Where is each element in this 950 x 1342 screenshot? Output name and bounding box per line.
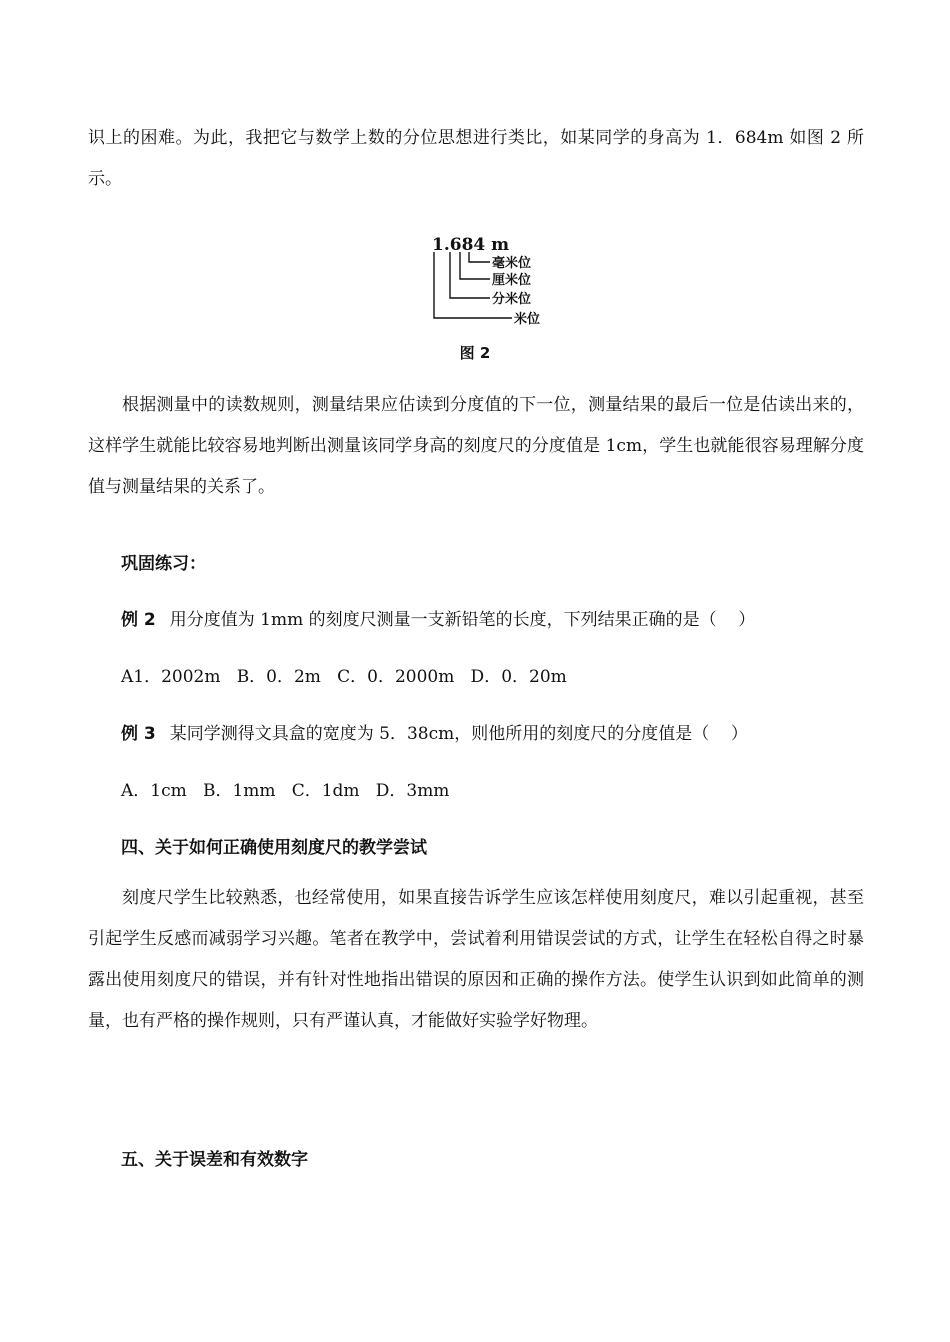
example-2-text: 用分度值为 1mm 的刻度尺测量一支新铅笔的长度，下列结果正确的是（ ） [169,610,756,630]
paragraph-reading-rule: 根据测量中的读数规则，测量结果应估读到分度值的下一位，测量结果的最后一位是估读出来的，这样学生就能比较容易地判断出测量该同学身高的刻度尺的分度值是 1cm，学生也就能很容易理解分度值与测量结果的关系了。 [88,395,864,497]
example-3-question [121,722,748,746]
paragraph-intro: 识上的困难。为此，我把它与数学上数的分位思想进行类比，如某同学的身高为 1．684m 如图 2 所示。 [88,128,864,189]
figure-caption: 图 2 [459,344,491,362]
place-value-figure [420,228,570,338]
figure-label-cm: 厘米位 [492,273,532,288]
section-5-heading: 五、关于误差和有效数字 [121,1150,308,1170]
example-2-options: A1．2002m B．0．2m C．0．2000m D．0．20m [121,667,567,687]
practice-heading: 巩固练习： [121,554,206,574]
paragraph-ruler-teaching: 刻度尺学生比较熟悉，也经常使用，如果直接告诉学生应该怎样使用刻度尺，难以引起重视，甚至引起学生反感而减弱学习兴趣。笔者在教学中，尝试着利用错误尝试的方式，让学生在轻松自得之时暴露出使用刻度尺的错误，并有针对性地指出错误的原因和正确的操作方法。使学生认识到如此简单的测量，也有严格的操作规则，只有严谨认真，才能做好实验学好物理。 [88,888,864,1031]
example-2-question [121,608,755,632]
figure-label-mm: 毫米位 [492,256,532,271]
section-4-heading: 四、关于如何正确使用刻度尺的教学尝试 [121,838,427,858]
figure-label-dm: 分米位 [492,292,532,307]
example-3-label: 例 3 [121,724,156,744]
example-2-label: 例 2 [121,610,156,630]
example-3-text: 某同学测得文具盒的宽度为 5．38cm，则他所用的刻度尺的分度值是（ ） [169,724,748,744]
example-3-options: A．1cm B．1mm C．1dm D．3mm [121,781,450,801]
figure-value: 1.684 m [432,235,510,255]
figure-label-m: 米位 [514,312,541,327]
